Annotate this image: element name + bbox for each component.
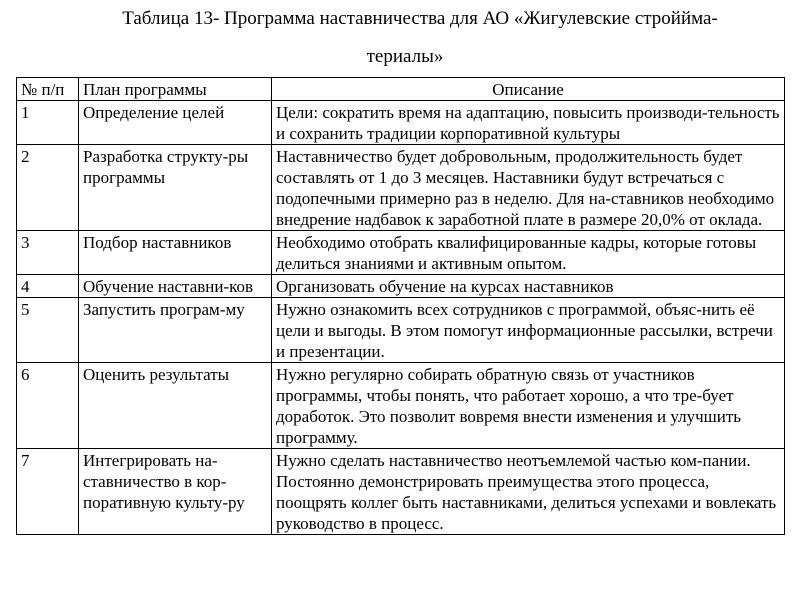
table-row bbox=[17, 298, 785, 363]
row-num: 2 bbox=[17, 145, 79, 231]
table-row bbox=[17, 101, 785, 145]
row-plan: Подбор наставников bbox=[79, 231, 272, 275]
table-row bbox=[17, 231, 785, 275]
table-header-row bbox=[17, 78, 785, 101]
caption-line-2: териалы» bbox=[366, 46, 444, 67]
row-plan: Интегрировать на-ставничество в кор-поративную культу-ру bbox=[79, 449, 272, 535]
table-caption bbox=[0, 0, 800, 76]
caption-line-1: Таблица 13- Программа наставничества для АО «Жигулевские строййма- bbox=[122, 8, 718, 29]
row-plan: Определение целей bbox=[79, 101, 272, 145]
header-plan: План программы bbox=[79, 78, 272, 101]
row-num: 6 bbox=[17, 363, 79, 449]
row-plan: Оценить результаты bbox=[79, 363, 272, 449]
row-desc: Необходимо отобрать квалифицированные кадры, которые готовы делиться знаниями и активным опытом. bbox=[272, 231, 785, 275]
row-desc: Нужно сделать наставничество неотъемлемой частью ком-пании. Постоянно демонстрировать преимущества этого процесса, поощрять коллег быть наставниками, делиться успехами и вовлекать руководство в процесс. bbox=[272, 449, 785, 535]
table-row bbox=[17, 449, 785, 535]
row-desc: Нужно регулярно собирать обратную связь от участников программы, чтобы понять, что работает хорошо, а что тре-бует доработок. Это позволит вовремя внести изменения и улучшить программу. bbox=[272, 363, 785, 449]
row-num: 5 bbox=[17, 298, 79, 363]
mentoring-program-table bbox=[16, 77, 785, 535]
header-num: № п/п bbox=[17, 78, 79, 101]
table-row bbox=[17, 363, 785, 449]
row-desc: Цели: сократить время на адаптацию, повысить производи-тельность и сохранить традиции корпоративной культуры bbox=[272, 101, 785, 145]
row-num: 3 bbox=[17, 231, 79, 275]
row-plan: Запустить програм-му bbox=[79, 298, 272, 363]
row-plan: Разработка структу-ры программы bbox=[79, 145, 272, 231]
row-plan: Обучение наставни-ков bbox=[79, 275, 272, 298]
row-num: 1 bbox=[17, 101, 79, 145]
table-row bbox=[17, 145, 785, 231]
header-desc: Описание bbox=[272, 78, 785, 101]
table-row bbox=[17, 275, 785, 298]
row-desc: Наставничество будет добровольным, продолжительность будет составлять от 1 до 3 месяцев. Наставники будут встречаться с подопечными примерно раз в неделю. Для на-ставников необходимо внедрение надбавок к заработной плате в размере 20,0% от оклада. bbox=[272, 145, 785, 231]
row-num: 7 bbox=[17, 449, 79, 535]
row-num: 4 bbox=[17, 275, 79, 298]
row-desc: Нужно ознакомить всех сотрудников с программой, объяс-нить её цели и выгоды. В этом помогут информационные рассылки, встречи и презентации. bbox=[272, 298, 785, 363]
row-desc: Организовать обучение на курсах наставников bbox=[272, 275, 785, 298]
